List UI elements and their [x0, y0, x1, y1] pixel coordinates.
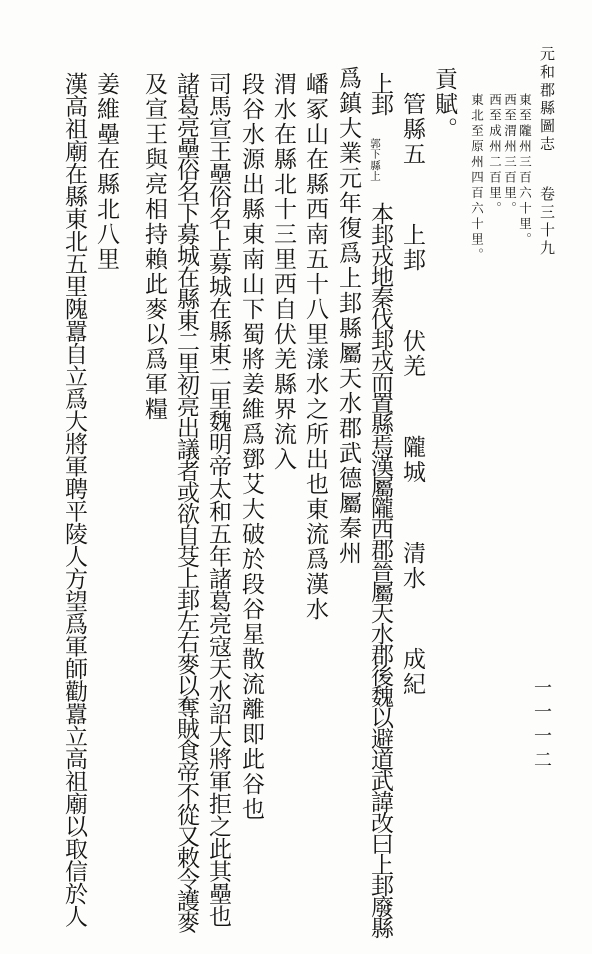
entry-column: 嶓冢山在縣西南五十八里漾水之所出也東流爲漢水: [302, 72, 328, 622]
entry-column: [368, 72, 391, 937]
page-number: 一一一二: [531, 678, 552, 774]
entry-text: 本邽戎地秦伐邽戎而置縣焉漢屬隴西郡晉屬天水郡後魏以避道武諱改曰上邽廢縣: [367, 202, 393, 937]
jurisdiction-line: 管縣五 上邽 伏羌 隴城 清水 成紀: [399, 92, 425, 697]
tribute-label: 貢賦。: [431, 67, 457, 142]
entry-column: 爲鎮大業元年復爲上邽縣屬天水郡武德屬秦州: [335, 66, 361, 566]
distance-line: 西至渭州三百里。: [502, 93, 518, 217]
entry-column: 漢高祖廟在縣東北五里隗囂自立爲大將軍聘平陵人方望爲軍師勸囂立高祖廟以取信於人: [61, 72, 87, 927]
book-title-text: 元和郡縣圖志: [538, 46, 556, 154]
entry-column: 司馬宣王壘俗名上募城在縣東二里魏明帝太和五年諸葛亮寇天水詔大將軍拒之此其壘也: [205, 72, 231, 927]
book-title: [539, 46, 554, 258]
entry-column: 諸葛亮壘俗名下募城在縣東二里初亮出議者或欲自芟上邽左右麥以奪賊食帝不從又敕令護麥: [173, 72, 199, 932]
entry-column: 段谷水源出縣東南山下蜀將姜維爲鄧艾大破於段谷星散流離即此谷也: [238, 72, 264, 822]
entry-column: 及宣王與亮相持賴此麥以爲軍糧: [141, 72, 167, 422]
inline-note-left: 郭下: [369, 138, 381, 159]
distance-line: 西至成州二百里。: [487, 93, 503, 217]
distance-line: 東至隴州三百六十里。: [517, 93, 533, 248]
entry-lead: 上邽: [367, 72, 393, 114]
inline-note-right: 縣上: [369, 160, 381, 181]
entry-column: 渭水在縣北十三里西自伏羌縣界流入: [270, 72, 296, 472]
volume-label: 卷三十九: [538, 186, 556, 258]
distance-line: 東北至原州四百六十里。: [469, 93, 485, 264]
entry-column: 姜維壘在縣北八里: [93, 72, 119, 272]
